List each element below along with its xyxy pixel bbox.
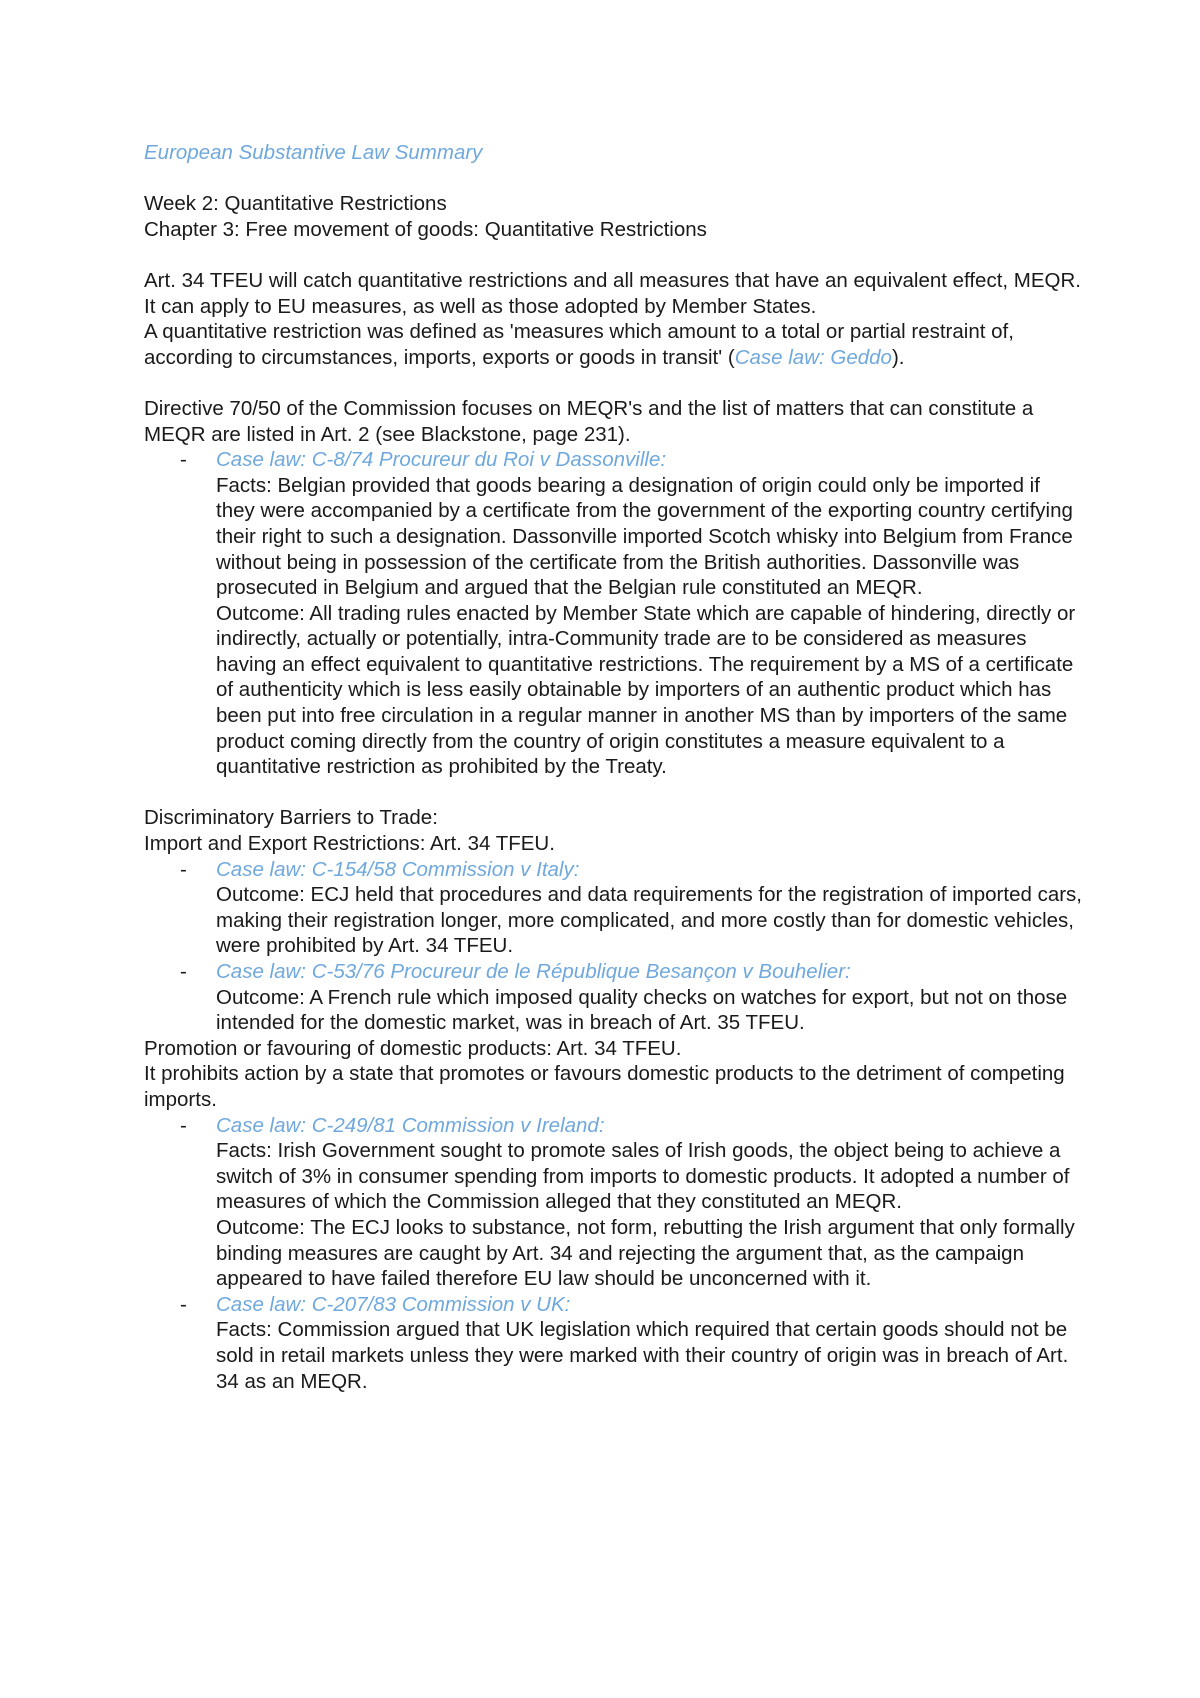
case-outcome-dassonville: Outcome: All trading rules enacted by Member State which are capable of hindering, directly or indirectly, actually or potentially, intra-Community trade are to be considered as measures having an effect equivalent to quantitative restrictions. The requirement by a MS of a certificate of authenticity which is less easily obtainable by importers of an authentic product which has been put into free circulation in a regular manner in another MS than by importers of the same product coming directly from the country of origin constitutes a measure equivalent to a quantitative restriction as prohibited by the Treaty. [216, 601, 1076, 779]
bullet-dash: - [180, 857, 187, 881]
case-title-italy: Case law: C-154/58 Commission v Italy: [216, 857, 580, 881]
discriminatory-heading: Discriminatory Barriers to Trade: [144, 806, 438, 830]
chapter-heading: Chapter 3: Free movement of goods: Quantitative Restrictions [144, 217, 707, 241]
case-item-italy [144, 857, 1084, 959]
case-facts-ireland: Facts: Irish Government sought to promote sales of Irish goods, the object being to achieve a switch of 3% in consumer spending from imports to domestic products. It adopted a number of measures of which the Commission alleged that they constituted an MEQR. [216, 1139, 1070, 1214]
case-item-uk [144, 1292, 1084, 1394]
import-export-heading: Import and Export Restrictions: Art. 34 TFEU. [144, 832, 555, 856]
directive-paragraph: Directive 70/50 of the Commission focuses on MEQR's and the list of matters that can constitute a MEQR are listed in Art. 2 (see Blackstone, page 231). [144, 396, 1034, 446]
intro-paragraph: Art. 34 TFEU will catch quantitative restrictions and all measures that have an equivalent effect, MEQR. It can apply to EU measures, as well as those adopted by Member States. [144, 268, 1081, 318]
definition-text: A quantitative restriction was defined as 'measures which amount to a total or partial restraint of, according to circumstances, imports, exports or goods in transit' ( [144, 320, 1014, 369]
case-title-ireland: Case law: C-249/81 Commission v Ireland: [216, 1113, 605, 1137]
bullet-dash: - [180, 448, 187, 472]
document-body [144, 140, 1084, 1394]
case-outcome-ireland: Outcome: The ECJ looks to substance, not form, rebutting the Irish argument that only formally binding measures are caught by Art. 34 and rejecting the argument that, as the campaign appeared to have failed therefore EU law should be unconcerned with it. [216, 1215, 1075, 1291]
bullet-dash: - [180, 1292, 187, 1316]
bullet-dash: - [180, 960, 187, 983]
case-outcome-bouhelier: Outcome: A French rule which imposed quality checks on watches for export, but not on those intended for the domestic market, was in breach of Art. 35 TFEU. [216, 985, 1068, 1035]
week-heading: Week 2: Quantitative Restrictions [144, 192, 447, 216]
geddo-case-reference: Case law: Geddo [734, 345, 892, 369]
case-outcome-italy: Outcome: ECJ held that procedures and data requirements for the registration of imported cars, making their registration longer, more complicated, and more costly than for domestic vehicles, were prohibited by Art. 34 TFEU. [216, 883, 1082, 958]
case-item-bouhelier [144, 959, 1084, 1036]
case-title-bouhelier: Case law: C-53/76 Procureur de le République Besançon v Bouhelier: [216, 960, 851, 983]
definition-close: ). [891, 345, 905, 369]
case-title-dassonville: Case law: C-8/74 Procureur du Roi v Dassonville: [216, 448, 667, 472]
promotion-heading: Promotion or favouring of domestic products: Art. 34 TFEU. [144, 1036, 682, 1060]
definition-paragraph [144, 319, 1084, 370]
case-item-ireland [144, 1113, 1084, 1292]
document-title: European Substantive Law Summary [144, 141, 483, 164]
case-item-dassonville [144, 447, 1084, 780]
case-facts-uk: Facts: Commission argued that UK legislation which required that certain goods should not be sold in retail markets unless they were marked with their country of origin was in breach of Art. 34 as an MEQR. [216, 1318, 1069, 1393]
case-facts-dassonville: Facts: Belgian provided that goods bearing a designation of origin could only be imported if they were accompanied by a certificate from the government of the exporting country certifying their right to such a designation. Dassonville imported Scotch whisky into Belgium from France without being in possession of the certificate from the British authorities. Dassonville was prosecuted in Belgium and argued that the Belgian rule constituted an MEQR. [216, 473, 1073, 600]
prohibits-paragraph: It prohibits action by a state that promotes or favours domestic products to the detriment of competing imports. [144, 1062, 1065, 1111]
case-title-uk: Case law: C-207/83 Commission v UK: [216, 1292, 571, 1316]
bullet-dash: - [180, 1113, 187, 1137]
